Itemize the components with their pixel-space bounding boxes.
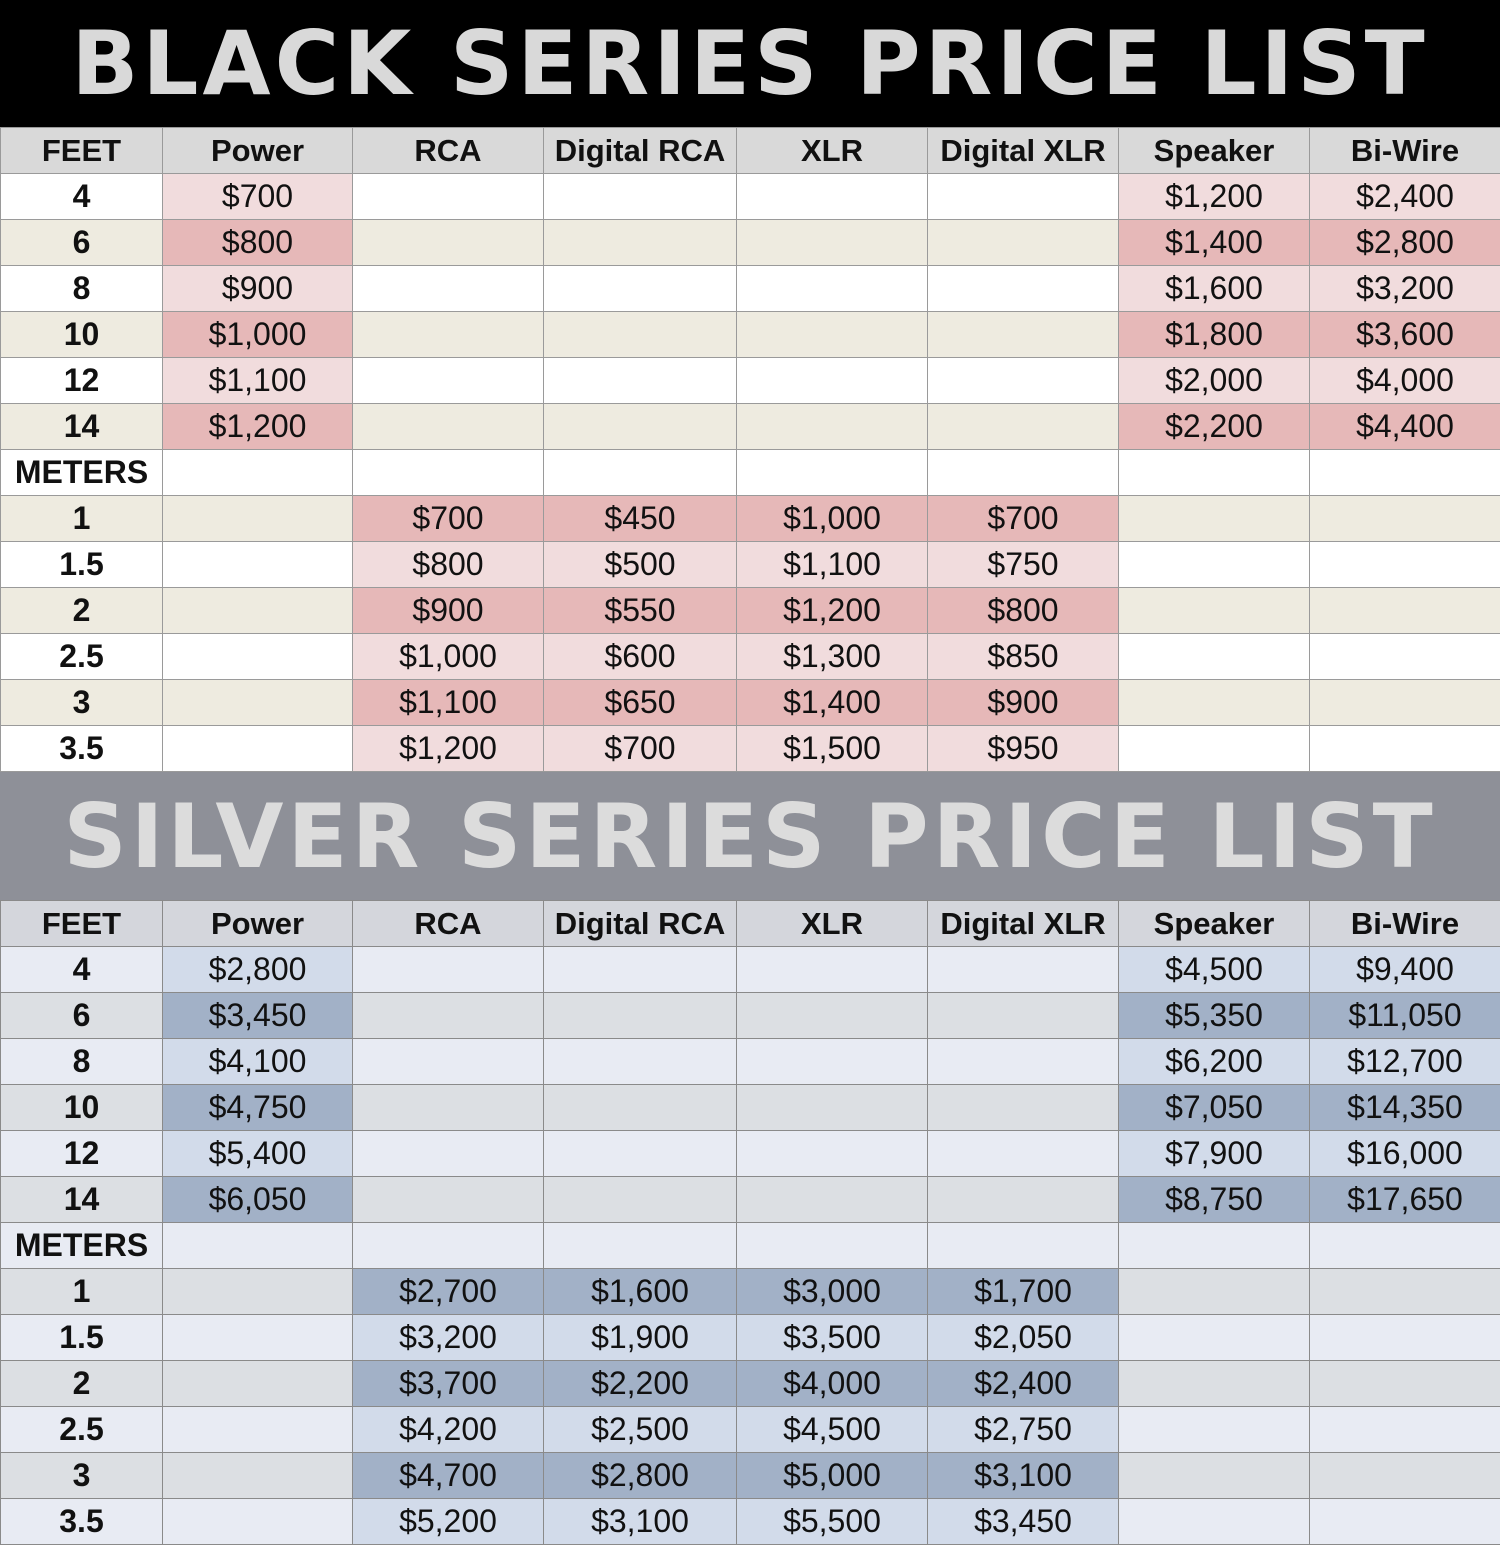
price-cell-power bbox=[163, 726, 353, 772]
price-cell-digital-rca: $1,900 bbox=[544, 1315, 737, 1361]
price-cell-digital-xlr bbox=[928, 947, 1119, 993]
table-row bbox=[1, 496, 1500, 542]
price-cell-speaker: $1,400 bbox=[1119, 220, 1310, 266]
table-row bbox=[1, 1177, 1500, 1223]
column-header-power: Power bbox=[163, 901, 353, 947]
table-row bbox=[1, 588, 1500, 634]
price-cell-bi-wire bbox=[1310, 1269, 1500, 1315]
price-cell-xlr: $1,500 bbox=[737, 726, 928, 772]
column-header-bi-wire: Bi-Wire bbox=[1310, 128, 1500, 174]
price-cell-bi-wire bbox=[1310, 634, 1500, 680]
price-cell-speaker bbox=[1119, 1223, 1310, 1269]
price-cell-digital-rca: $2,200 bbox=[544, 1361, 737, 1407]
price-cell-power bbox=[163, 542, 353, 588]
price-cell-digital-rca: $450 bbox=[544, 496, 737, 542]
price-cell-bi-wire bbox=[1310, 726, 1500, 772]
price-cell-rca bbox=[353, 358, 544, 404]
price-cell-xlr: $4,500 bbox=[737, 1407, 928, 1453]
price-cell-xlr: $1,100 bbox=[737, 542, 928, 588]
price-cell-digital-rca bbox=[544, 220, 737, 266]
price-cell-digital-xlr: $750 bbox=[928, 542, 1119, 588]
price-cell-digital-xlr bbox=[928, 1223, 1119, 1269]
table-row bbox=[1, 680, 1500, 726]
price-cell-rca: $1,200 bbox=[353, 726, 544, 772]
price-cell-speaker bbox=[1119, 1361, 1310, 1407]
price-cell-digital-xlr bbox=[928, 404, 1119, 450]
table-row bbox=[1, 1453, 1500, 1499]
price-cell-power bbox=[163, 450, 353, 496]
price-cell-bi-wire bbox=[1310, 1407, 1500, 1453]
column-header-rca: RCA bbox=[353, 901, 544, 947]
price-cell-speaker bbox=[1119, 496, 1310, 542]
price-cell-bi-wire bbox=[1310, 1361, 1500, 1407]
price-cell-speaker: $6,200 bbox=[1119, 1039, 1310, 1085]
price-cell-power bbox=[163, 1315, 353, 1361]
price-cell-digital-xlr bbox=[928, 312, 1119, 358]
price-cell-digital-xlr bbox=[928, 358, 1119, 404]
column-header-bi-wire: Bi-Wire bbox=[1310, 901, 1500, 947]
price-cell-digital-xlr: $3,100 bbox=[928, 1453, 1119, 1499]
price-cell-speaker bbox=[1119, 1453, 1310, 1499]
length-label: 6 bbox=[1, 993, 163, 1039]
price-cell-xlr bbox=[737, 1177, 928, 1223]
price-cell-digital-rca bbox=[544, 993, 737, 1039]
price-cell-bi-wire bbox=[1310, 680, 1500, 726]
price-cell-xlr: $1,000 bbox=[737, 496, 928, 542]
price-cell-rca bbox=[353, 312, 544, 358]
length-label: 14 bbox=[1, 1177, 163, 1223]
length-label: 4 bbox=[1, 947, 163, 993]
price-cell-digital-rca bbox=[544, 1177, 737, 1223]
table-row bbox=[1, 1407, 1500, 1453]
price-cell-xlr bbox=[737, 312, 928, 358]
price-cell-rca bbox=[353, 174, 544, 220]
price-cell-xlr: $1,400 bbox=[737, 680, 928, 726]
price-cell-speaker: $1,600 bbox=[1119, 266, 1310, 312]
price-cell-bi-wire bbox=[1310, 542, 1500, 588]
price-cell-rca: $5,200 bbox=[353, 1499, 544, 1545]
price-cell-digital-xlr bbox=[928, 1039, 1119, 1085]
price-cell-bi-wire: $11,050 bbox=[1310, 993, 1500, 1039]
price-cell-digital-rca bbox=[544, 404, 737, 450]
price-cell-digital-xlr: $700 bbox=[928, 496, 1119, 542]
table-row bbox=[1, 542, 1500, 588]
price-cell-power: $6,050 bbox=[163, 1177, 353, 1223]
price-cell-digital-rca: $600 bbox=[544, 634, 737, 680]
price-cell-digital-rca bbox=[544, 947, 737, 993]
price-cell-digital-xlr: $800 bbox=[928, 588, 1119, 634]
price-cell-rca: $800 bbox=[353, 542, 544, 588]
price-cell-bi-wire bbox=[1310, 496, 1500, 542]
table-row bbox=[1, 1131, 1500, 1177]
price-cell-digital-xlr bbox=[928, 220, 1119, 266]
price-cell-speaker: $5,350 bbox=[1119, 993, 1310, 1039]
silver-header-row bbox=[1, 901, 1500, 947]
length-label: 2 bbox=[1, 1361, 163, 1407]
length-label: 6 bbox=[1, 220, 163, 266]
price-cell-speaker bbox=[1119, 1315, 1310, 1361]
price-cell-bi-wire bbox=[1310, 1315, 1500, 1361]
price-cell-xlr: $3,500 bbox=[737, 1315, 928, 1361]
length-label: 3 bbox=[1, 680, 163, 726]
price-cell-digital-xlr: $2,400 bbox=[928, 1361, 1119, 1407]
column-header-digital-rca: Digital RCA bbox=[544, 901, 737, 947]
price-cell-rca bbox=[353, 1131, 544, 1177]
price-cell-xlr bbox=[737, 220, 928, 266]
price-cell-xlr bbox=[737, 1085, 928, 1131]
price-cell-xlr: $1,200 bbox=[737, 588, 928, 634]
price-cell-speaker bbox=[1119, 450, 1310, 496]
price-cell-xlr: $3,000 bbox=[737, 1269, 928, 1315]
length-label: 1 bbox=[1, 496, 163, 542]
price-cell-digital-xlr bbox=[928, 1177, 1119, 1223]
price-cell-power bbox=[163, 588, 353, 634]
price-cell-power: $1,000 bbox=[163, 312, 353, 358]
length-label: 10 bbox=[1, 312, 163, 358]
column-header-xlr: XLR bbox=[737, 128, 928, 174]
price-cell-power bbox=[163, 1269, 353, 1315]
table-row bbox=[1, 312, 1500, 358]
price-cell-digital-rca bbox=[544, 358, 737, 404]
column-header-power: Power bbox=[163, 128, 353, 174]
price-cell-rca: $1,100 bbox=[353, 680, 544, 726]
price-cell-speaker bbox=[1119, 634, 1310, 680]
price-cell-bi-wire: $4,400 bbox=[1310, 404, 1500, 450]
price-cell-digital-rca bbox=[544, 1131, 737, 1177]
price-cell-digital-rca bbox=[544, 450, 737, 496]
table-row bbox=[1, 726, 1500, 772]
table-row bbox=[1, 1085, 1500, 1131]
column-header-digital-xlr: Digital XLR bbox=[928, 901, 1119, 947]
price-cell-digital-rca bbox=[544, 1039, 737, 1085]
price-cell-rca: $4,200 bbox=[353, 1407, 544, 1453]
price-cell-xlr bbox=[737, 404, 928, 450]
length-label: 3 bbox=[1, 1453, 163, 1499]
price-cell-power bbox=[163, 1453, 353, 1499]
black-series-title: BLACK SERIES PRICE LIST bbox=[0, 0, 1500, 127]
price-cell-power: $1,100 bbox=[163, 358, 353, 404]
price-cell-power: $2,800 bbox=[163, 947, 353, 993]
price-cell-speaker: $7,050 bbox=[1119, 1085, 1310, 1131]
table-row bbox=[1, 220, 1500, 266]
price-cell-speaker bbox=[1119, 1407, 1310, 1453]
length-label: 1.5 bbox=[1, 542, 163, 588]
table-row bbox=[1, 1315, 1500, 1361]
length-label: 4 bbox=[1, 174, 163, 220]
price-cell-xlr bbox=[737, 1039, 928, 1085]
price-cell-digital-rca bbox=[544, 174, 737, 220]
price-cell-power bbox=[163, 1361, 353, 1407]
price-cell-xlr bbox=[737, 266, 928, 312]
price-cell-digital-xlr bbox=[928, 450, 1119, 496]
price-cell-rca: $1,000 bbox=[353, 634, 544, 680]
table-row bbox=[1, 1361, 1500, 1407]
price-cell-bi-wire: $16,000 bbox=[1310, 1131, 1500, 1177]
price-cell-power bbox=[163, 1407, 353, 1453]
price-cell-digital-xlr bbox=[928, 993, 1119, 1039]
table-row bbox=[1, 174, 1500, 220]
price-cell-speaker bbox=[1119, 542, 1310, 588]
column-header-rca: RCA bbox=[353, 128, 544, 174]
price-cell-speaker: $7,900 bbox=[1119, 1131, 1310, 1177]
price-cell-bi-wire bbox=[1310, 588, 1500, 634]
meters-header: METERS bbox=[1, 1223, 163, 1269]
price-cell-digital-xlr: $900 bbox=[928, 680, 1119, 726]
table-row bbox=[1, 947, 1500, 993]
price-cell-power bbox=[163, 496, 353, 542]
price-cell-power bbox=[163, 634, 353, 680]
price-cell-xlr bbox=[737, 993, 928, 1039]
table-row bbox=[1, 1499, 1500, 1545]
price-cell-power: $4,750 bbox=[163, 1085, 353, 1131]
price-cell-rca bbox=[353, 404, 544, 450]
table-row bbox=[1, 993, 1500, 1039]
meters-header: METERS bbox=[1, 450, 163, 496]
table-row bbox=[1, 404, 1500, 450]
price-cell-digital-rca bbox=[544, 1223, 737, 1269]
price-cell-bi-wire: $9,400 bbox=[1310, 947, 1500, 993]
silver-series-title: SILVER SERIES PRICE LIST bbox=[0, 772, 1500, 900]
price-cell-xlr bbox=[737, 947, 928, 993]
price-cell-digital-rca: $550 bbox=[544, 588, 737, 634]
price-cell-power: $1,200 bbox=[163, 404, 353, 450]
price-cell-digital-rca: $1,600 bbox=[544, 1269, 737, 1315]
table-row bbox=[1, 634, 1500, 680]
price-cell-bi-wire: $2,400 bbox=[1310, 174, 1500, 220]
price-cell-power: $4,100 bbox=[163, 1039, 353, 1085]
price-cell-digital-xlr bbox=[928, 174, 1119, 220]
price-cell-digital-rca: $2,500 bbox=[544, 1407, 737, 1453]
price-cell-bi-wire: $3,200 bbox=[1310, 266, 1500, 312]
price-cell-rca bbox=[353, 993, 544, 1039]
price-cell-xlr: $1,300 bbox=[737, 634, 928, 680]
price-cell-digital-rca: $700 bbox=[544, 726, 737, 772]
price-cell-power bbox=[163, 1499, 353, 1545]
price-cell-speaker: $2,000 bbox=[1119, 358, 1310, 404]
price-cell-xlr bbox=[737, 358, 928, 404]
price-cell-speaker: $4,500 bbox=[1119, 947, 1310, 993]
price-cell-digital-xlr bbox=[928, 1085, 1119, 1131]
column-header-speaker: Speaker bbox=[1119, 128, 1310, 174]
price-cell-speaker bbox=[1119, 1269, 1310, 1315]
column-header-digital-xlr: Digital XLR bbox=[928, 128, 1119, 174]
price-cell-bi-wire: $14,350 bbox=[1310, 1085, 1500, 1131]
price-cell-xlr bbox=[737, 1223, 928, 1269]
price-cell-speaker: $1,200 bbox=[1119, 174, 1310, 220]
price-cell-bi-wire: $4,000 bbox=[1310, 358, 1500, 404]
length-label: 1 bbox=[1, 1269, 163, 1315]
black-series-table bbox=[0, 127, 1500, 772]
black-header-row bbox=[1, 128, 1500, 174]
price-cell-rca bbox=[353, 1039, 544, 1085]
price-cell-digital-rca bbox=[544, 312, 737, 358]
price-cell-digital-rca bbox=[544, 266, 737, 312]
price-cell-xlr bbox=[737, 1131, 928, 1177]
length-label: 2.5 bbox=[1, 1407, 163, 1453]
price-cell-bi-wire: $12,700 bbox=[1310, 1039, 1500, 1085]
price-cell-bi-wire bbox=[1310, 450, 1500, 496]
price-cell-digital-xlr bbox=[928, 266, 1119, 312]
price-cell-speaker bbox=[1119, 588, 1310, 634]
price-cell-power bbox=[163, 680, 353, 726]
price-cell-rca: $4,700 bbox=[353, 1453, 544, 1499]
price-cell-rca: $3,200 bbox=[353, 1315, 544, 1361]
column-header-digital-rca: Digital RCA bbox=[544, 128, 737, 174]
price-cell-bi-wire bbox=[1310, 1453, 1500, 1499]
price-cell-bi-wire: $2,800 bbox=[1310, 220, 1500, 266]
price-cell-bi-wire bbox=[1310, 1499, 1500, 1545]
length-label: 12 bbox=[1, 358, 163, 404]
price-cell-power: $700 bbox=[163, 174, 353, 220]
price-cell-bi-wire: $3,600 bbox=[1310, 312, 1500, 358]
length-label: 2.5 bbox=[1, 634, 163, 680]
price-cell-digital-xlr bbox=[928, 1131, 1119, 1177]
feet-header: FEET bbox=[1, 901, 163, 947]
price-cell-speaker: $2,200 bbox=[1119, 404, 1310, 450]
price-cell-rca bbox=[353, 450, 544, 496]
price-cell-rca bbox=[353, 1223, 544, 1269]
length-label: 3.5 bbox=[1, 726, 163, 772]
price-cell-speaker: $8,750 bbox=[1119, 1177, 1310, 1223]
price-cell-speaker bbox=[1119, 1499, 1310, 1545]
table-row bbox=[1, 1039, 1500, 1085]
price-cell-xlr: $5,000 bbox=[737, 1453, 928, 1499]
price-cell-rca: $3,700 bbox=[353, 1361, 544, 1407]
length-label: 8 bbox=[1, 266, 163, 312]
price-cell-rca: $700 bbox=[353, 496, 544, 542]
price-cell-rca bbox=[353, 220, 544, 266]
column-header-speaker: Speaker bbox=[1119, 901, 1310, 947]
price-cell-rca bbox=[353, 266, 544, 312]
length-label: 10 bbox=[1, 1085, 163, 1131]
price-cell-digital-rca: $3,100 bbox=[544, 1499, 737, 1545]
length-label: 14 bbox=[1, 404, 163, 450]
price-cell-xlr: $5,500 bbox=[737, 1499, 928, 1545]
price-cell-power: $5,400 bbox=[163, 1131, 353, 1177]
price-cell-power bbox=[163, 1223, 353, 1269]
price-cell-digital-rca bbox=[544, 1085, 737, 1131]
price-cell-digital-xlr: $3,450 bbox=[928, 1499, 1119, 1545]
price-cell-bi-wire bbox=[1310, 1223, 1500, 1269]
table-row bbox=[1, 266, 1500, 312]
table-row bbox=[1, 1269, 1500, 1315]
price-cell-rca bbox=[353, 947, 544, 993]
price-cell-digital-xlr: $850 bbox=[928, 634, 1119, 680]
price-cell-power: $900 bbox=[163, 266, 353, 312]
price-cell-speaker bbox=[1119, 680, 1310, 726]
price-cell-speaker: $1,800 bbox=[1119, 312, 1310, 358]
price-cell-rca bbox=[353, 1085, 544, 1131]
price-cell-xlr: $4,000 bbox=[737, 1361, 928, 1407]
price-cell-rca bbox=[353, 1177, 544, 1223]
feet-header: FEET bbox=[1, 128, 163, 174]
price-cell-digital-rca: $2,800 bbox=[544, 1453, 737, 1499]
price-cell-power: $3,450 bbox=[163, 993, 353, 1039]
price-cell-digital-xlr: $950 bbox=[928, 726, 1119, 772]
price-cell-power: $800 bbox=[163, 220, 353, 266]
price-cell-xlr bbox=[737, 174, 928, 220]
price-cell-digital-rca: $500 bbox=[544, 542, 737, 588]
silver-series-table bbox=[0, 900, 1500, 1545]
price-cell-digital-rca: $650 bbox=[544, 680, 737, 726]
price-cell-digital-xlr: $1,700 bbox=[928, 1269, 1119, 1315]
price-cell-digital-xlr: $2,750 bbox=[928, 1407, 1119, 1453]
length-label: 8 bbox=[1, 1039, 163, 1085]
price-cell-rca: $2,700 bbox=[353, 1269, 544, 1315]
length-label: 12 bbox=[1, 1131, 163, 1177]
price-cell-bi-wire: $17,650 bbox=[1310, 1177, 1500, 1223]
price-cell-speaker bbox=[1119, 726, 1310, 772]
length-label: 2 bbox=[1, 588, 163, 634]
table-row bbox=[1, 1223, 1500, 1269]
table-row bbox=[1, 450, 1500, 496]
price-cell-rca: $900 bbox=[353, 588, 544, 634]
column-header-xlr: XLR bbox=[737, 901, 928, 947]
price-cell-digital-xlr: $2,050 bbox=[928, 1315, 1119, 1361]
price-cell-xlr bbox=[737, 450, 928, 496]
length-label: 1.5 bbox=[1, 1315, 163, 1361]
table-row bbox=[1, 358, 1500, 404]
length-label: 3.5 bbox=[1, 1499, 163, 1545]
